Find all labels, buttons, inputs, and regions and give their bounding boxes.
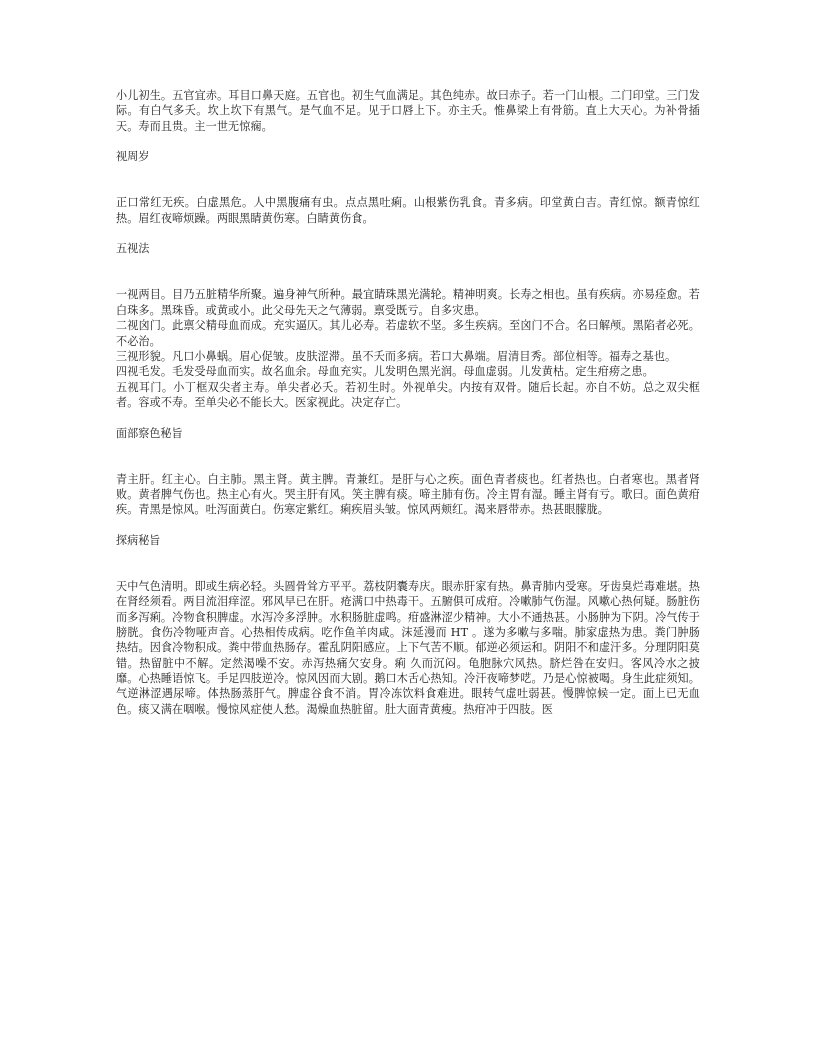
paragraph-shi-zhou-sui-body: 正口常红无疾。白虚黑危。人中黑腹痛有虫。点点黑吐痢。山根紫伤乳食。青多病。印堂黄白吉。青红惊。额青惊红热。眉红夜啼烦躁。两眼黑睛黄伤寒。白睛黄伤食。 [116, 196, 700, 225]
block-spacer [116, 518, 700, 533]
document-body [116, 88, 700, 717]
paragraph-wu-shi-fa-four-hair: 四视毛发。毛发受母血而实。故名血余。母血充实。儿发明色黑光润。母血虚弱。儿发黄枯。定生疳痨之患。 [116, 365, 654, 379]
paragraph-tan-bing-mi-zhi-body: 天中气色清明。即或生病必轻。头圆骨耸方平平。荔枝阴囊寿庆。眼赤肝家有热。鼻青肺内受寒。牙齿臭烂毒难堪。热在肾经须看。两目流泪痒涩。邪风早已在肝。疮满口中热毒干。五腑俱可成疳。冷嗽肺气伤湿。风嗽心热何疑。肠脏伤而多泻痢。冷物食积脾虚。水泻冷多浮肿。水积肠脏虚鸣。疳盛淋涩少精神。大小不通热甚。小肠肿为下阴。冷气传于膀胱。食伤冷物哑声音。心热相传成病。吃作鱼羊肉咸。沫延漫而 HT 。遂为多嗽与多喘。肺家虚热为患。粪门肿肠热结。因食冷物积成。粪中带血热肠存。霍乱阴阳感应。上下气苦不顺。郁逆必须运和。阴阳不和虚汗多。分理阴阳莫错。热留脏中不解。定然渴噪不安。赤泻热痛欠安身。痢 久而沉闷。龟胞脉穴风热。脐烂咎在安归。客风冷水之披靡。心热睡语惊飞。手足四肢逆冷。惊风因而大剧。鹅口木舌心热知。冷汗夜啼梦呓。乃是心惊被喝。身生此症须知。气逆淋涩遇尿啼。体热肠蒸肝气。脾虚谷食不消。胃冷冻饮料食难进。眼转气虚吐弱甚。慢脾惊候一定。面上已无血色。痰又满在咽喉。慢惊风症使人愁。渴燥血热脏留。肚大面青黄瘦。热疳冲于四肢。医 [116, 580, 700, 716]
block-spacer [116, 441, 700, 472]
paragraph-wu-shi-fa-five-ears: 五视耳门。小丁框双尖者主寿。单尖者必夭。若初生时。外视单尖。内按有双骨。随后长起。亦自不妨。总之双尖框者。容或不寿。至单尖必不能长大。医家视此。决定存亡。 [116, 380, 700, 409]
paragraph-wu-shi-fa-three-appearance: 三视形貌。凡口小鼻蜗。眉心促皱。皮肤涩滞。虽不夭而多病。若口大鼻端。眉清目秀。部位相等。福寿之基也。 [116, 349, 677, 363]
block-spacer [116, 257, 700, 288]
paragraph-wu-shi-fa-two-fontanel: 二视囟门。此禀父精母血而成。充实逼仄。其儿必寿。若虚软不坚。多生疾病。至囟门不合。名曰解颅。黑陷者必死。不必治。 [116, 319, 700, 348]
paragraph-wu-shi-fa-one-eyes: 一视两目。目乃五脏精华所聚。遍身神气所种。最宜睛珠黑光满轮。精神明爽。长寿之相也。虽有疾病。亦易痊愈。若白珠多。黑珠昏。或黄或小。此父母先天之气薄弱。禀受既亏。自多灾患。 [116, 288, 700, 317]
block-spacer [116, 165, 700, 196]
block-spacer [116, 226, 700, 241]
heading-shi-zhou-sui: 视周岁 [116, 150, 150, 164]
block-spacer [116, 134, 700, 149]
heading-wu-shi-fa: 五视法 [116, 242, 150, 256]
block-spacer [116, 548, 700, 579]
heading-tan-bing-mi-zhi: 探病秘旨 [116, 533, 161, 547]
paragraph-mian-bu-cha-se-body: 青主肝。红主心。白主肺。黑主肾。黄主脾。青兼红。是肝与心之疾。面色青者痰也。红者热也。白者寒也。黑者肾败。黄者脾气伤也。热主心有火。哭主肝有风。笑主脾有痰。啼主肺有伤。冷主胃有湿。睡主肾有亏。歌曰。面色黄疳疾。青黑是惊风。吐泻面黄白。伤寒定紫红。痢疾眉头皱。惊风两颊红。渴来唇带赤。热甚眼朦胧。 [116, 472, 700, 517]
paragraph-newborn-five-features: 小儿初生。五官宜赤。耳目口鼻天庭。五官也。初生气血满足。其色纯赤。故曰赤子。若一门山根。二门印堂。三门发际。有白气多夭。坎上坎下有黑气。是气血不足。见于口唇上下。亦主夭。惟鼻梁上有骨筋。直上大天心。为补骨插天。寿而且贵。主一世无惊痫。 [116, 89, 700, 133]
heading-mian-bu-cha-se-mi-zhi: 面部察色秘旨 [116, 426, 183, 440]
block-spacer [116, 410, 700, 425]
